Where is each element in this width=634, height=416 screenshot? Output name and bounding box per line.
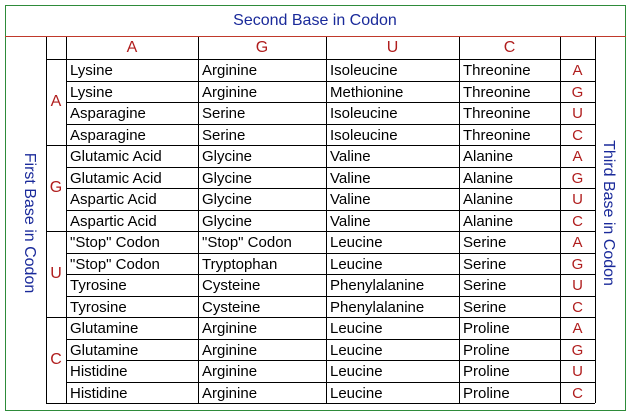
amino-acid-cell: Serine bbox=[463, 234, 507, 251]
amino-acid-cell: Proline bbox=[463, 363, 510, 380]
amino-acid-cell: Serine bbox=[202, 105, 246, 122]
third-base-letter: U bbox=[572, 277, 583, 294]
amino-acid-cell: Isoleucine bbox=[330, 127, 398, 144]
amino-acid-cell: Cysteine bbox=[202, 299, 261, 316]
title-rule bbox=[5, 36, 626, 37]
third-base-letter: C bbox=[572, 299, 583, 316]
amino-acid-cell: Methionine bbox=[330, 84, 404, 101]
third-base-letter: G bbox=[571, 256, 584, 273]
amino-acid-cell: Asparagine bbox=[70, 127, 146, 144]
amino-acid-cell: Arginine bbox=[202, 385, 258, 402]
amino-acid-cell: Valine bbox=[330, 213, 371, 230]
first-base-letter: C bbox=[50, 351, 62, 368]
amino-acid-cell: Threonine bbox=[463, 62, 531, 79]
amino-acid-cell: Leucine bbox=[330, 256, 383, 273]
amino-acid-cell: Histidine bbox=[70, 363, 128, 380]
first-base-letter: G bbox=[49, 179, 63, 196]
amino-acid-cell: Threonine bbox=[463, 105, 531, 122]
third-base-letter: U bbox=[572, 363, 583, 380]
amino-acid-cell: Glutamic Acid bbox=[70, 170, 162, 187]
amino-acid-cell: Alanine bbox=[463, 148, 514, 165]
second-base-header: U bbox=[386, 39, 399, 56]
amino-acid-cell: Leucine bbox=[330, 342, 383, 359]
amino-acid-cell: Leucine bbox=[330, 234, 383, 251]
table-title: Second Base in Codon bbox=[233, 12, 397, 29]
third-base-letter: A bbox=[572, 148, 583, 165]
amino-acid-cell: Glycine bbox=[202, 170, 253, 187]
amino-acid-cell: Serine bbox=[463, 277, 507, 294]
amino-acid-cell: Serine bbox=[202, 127, 246, 144]
first-base-letter: U bbox=[50, 265, 62, 282]
amino-acid-cell: Threonine bbox=[463, 127, 531, 144]
amino-acid-cell: Tryptophan bbox=[202, 256, 278, 273]
amino-acid-cell: Glutamine bbox=[70, 342, 139, 359]
third-base-letter: G bbox=[571, 84, 584, 101]
amino-acid-cell: Aspartic Acid bbox=[70, 191, 157, 208]
amino-acid-cell: Serine bbox=[463, 299, 507, 316]
amino-acid-cell: Glutamine bbox=[70, 320, 139, 337]
amino-acid-cell: Proline bbox=[463, 342, 510, 359]
amino-acid-cell: Leucine bbox=[330, 363, 383, 380]
amino-acid-cell: Histidine bbox=[70, 385, 128, 402]
amino-acid-cell: Alanine bbox=[463, 170, 514, 187]
amino-acid-cell: Glutamic Acid bbox=[70, 148, 162, 165]
third-base-letter: C bbox=[572, 213, 583, 230]
amino-acid-cell: Threonine bbox=[463, 84, 531, 101]
amino-acid-cell: Glycine bbox=[202, 148, 253, 165]
amino-acid-cell: Phenylalanine bbox=[330, 277, 425, 294]
amino-acid-cell: Tyrosine bbox=[70, 299, 127, 316]
amino-acid-cell: Serine bbox=[463, 256, 507, 273]
amino-acid-cell: Lysine bbox=[70, 62, 113, 79]
amino-acid-cell: Proline bbox=[463, 385, 510, 402]
third-base-letter: U bbox=[572, 191, 583, 208]
amino-acid-cell: Leucine bbox=[330, 320, 383, 337]
amino-acid-cell: Isoleucine bbox=[330, 105, 398, 122]
amino-acid-cell: Alanine bbox=[463, 191, 514, 208]
amino-acid-cell: Isoleucine bbox=[330, 62, 398, 79]
amino-acid-cell: Proline bbox=[463, 320, 510, 337]
amino-acid-cell: Cysteine bbox=[202, 277, 261, 294]
amino-acid-cell: Alanine bbox=[463, 213, 514, 230]
third-base-letter: C bbox=[572, 385, 583, 402]
second-base-header: A bbox=[126, 39, 138, 56]
amino-acid-cell: "Stop" Codon bbox=[70, 234, 160, 251]
first-base-label: First Base in Codon bbox=[21, 152, 38, 294]
amino-acid-cell: Glycine bbox=[202, 213, 253, 230]
third-base-letter: C bbox=[572, 127, 583, 144]
frame-right bbox=[625, 5, 626, 411]
amino-acid-cell: Phenylalanine bbox=[330, 299, 425, 316]
third-base-letter: U bbox=[572, 105, 583, 122]
amino-acid-cell: Arginine bbox=[202, 62, 258, 79]
third-base-letter: A bbox=[572, 62, 583, 79]
third-base-letter: A bbox=[572, 234, 583, 251]
amino-acid-cell: Arginine bbox=[202, 320, 258, 337]
first-base-letter: A bbox=[50, 93, 62, 110]
amino-acid-cell: Glycine bbox=[202, 191, 253, 208]
frame-bottom bbox=[5, 410, 626, 411]
amino-acid-cell: Asparagine bbox=[70, 105, 146, 122]
second-base-header: G bbox=[255, 39, 269, 56]
amino-acid-cell: Valine bbox=[330, 148, 371, 165]
third-base-label: Third Base in Codon bbox=[600, 140, 617, 286]
amino-acid-cell: "Stop" Codon bbox=[202, 234, 292, 251]
amino-acid-cell: Tyrosine bbox=[70, 277, 127, 294]
third-base-letter: G bbox=[571, 342, 584, 359]
amino-acid-cell: Aspartic Acid bbox=[70, 213, 157, 230]
amino-acid-cell: Arginine bbox=[202, 342, 258, 359]
grid-vline bbox=[595, 37, 596, 403]
frame-left bbox=[5, 5, 6, 411]
second-base-header: C bbox=[503, 39, 516, 56]
amino-acid-cell: Arginine bbox=[202, 363, 258, 380]
amino-acid-cell: Leucine bbox=[330, 385, 383, 402]
amino-acid-cell: "Stop" Codon bbox=[70, 256, 160, 273]
amino-acid-cell: Valine bbox=[330, 191, 371, 208]
third-base-letter: G bbox=[571, 170, 584, 187]
amino-acid-cell: Valine bbox=[330, 170, 371, 187]
amino-acid-cell: Arginine bbox=[202, 84, 258, 101]
amino-acid-cell: Lysine bbox=[70, 84, 113, 101]
third-base-letter: A bbox=[572, 320, 583, 337]
